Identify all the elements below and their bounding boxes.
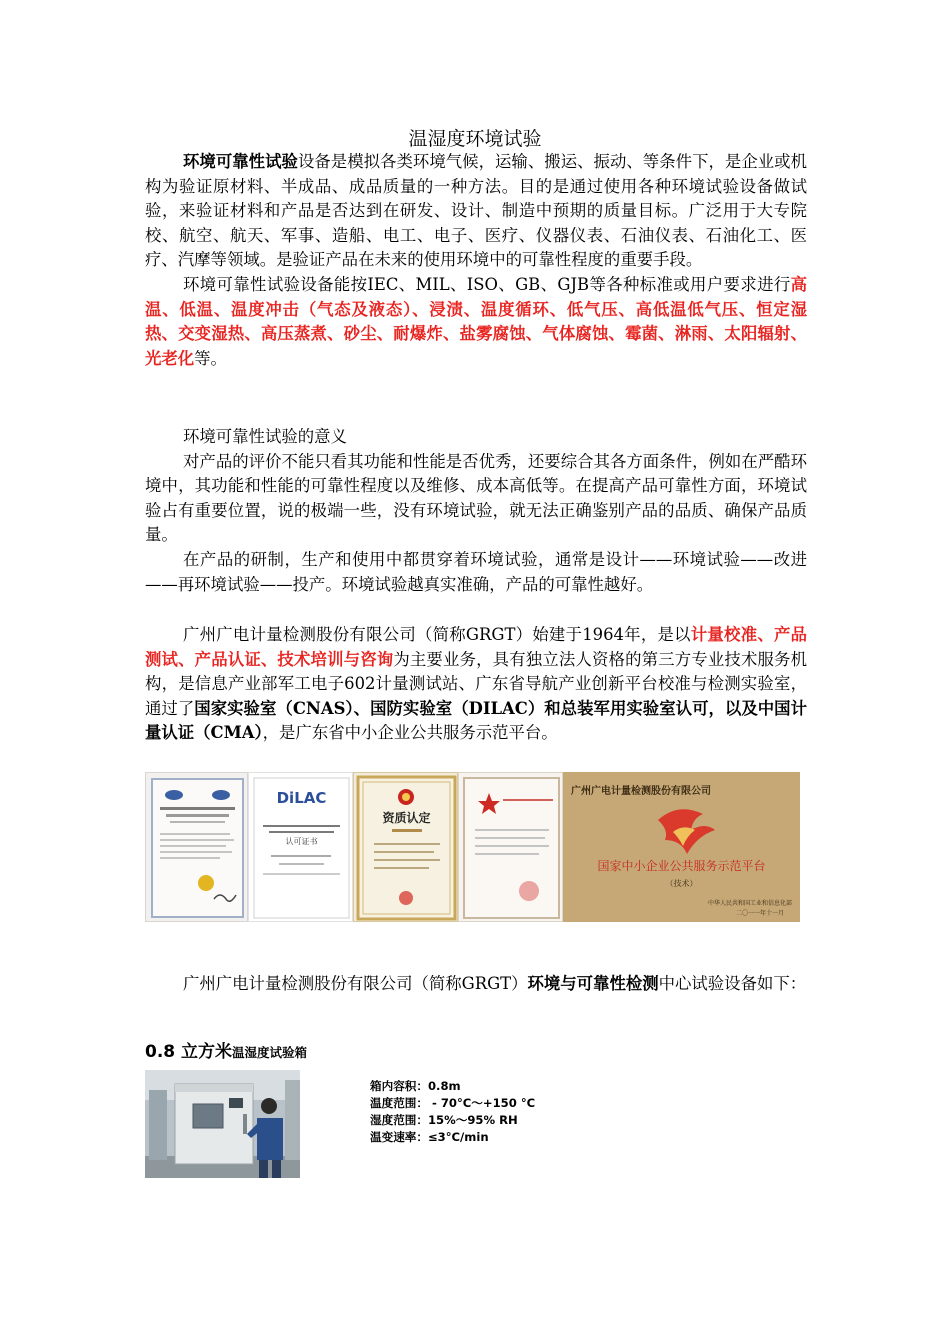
plaque-subtitle: （技术） — [665, 879, 698, 888]
spec-temperature-rate: 温变速率：≤3°C/min — [370, 1130, 489, 1144]
equipment-name: 温湿度试验箱 — [232, 1045, 308, 1060]
equipment-intro — [145, 972, 807, 997]
standards-end: 等。 — [194, 348, 227, 368]
section-heading: 环境可靠性试验的意义 — [183, 427, 347, 446]
plaque-date: 二〇一一年十一月 — [735, 910, 784, 917]
business-scope: 计量校准、产品测试、产品认证、技术培训与咨询 — [145, 625, 808, 669]
cnas-certificate-image — [146, 773, 248, 922]
equipment-intro-b: 中心试验设备如下： — [658, 974, 807, 993]
company-text-c: ，是广东省中小企业公共服务示范平台。 — [262, 723, 558, 743]
paragraph-standards — [145, 273, 807, 371]
equipment-intro-a: 广州广电计量检测股份有限公司（简称GRGT） — [183, 974, 528, 993]
dilac-logo: DiLAC — [276, 789, 327, 807]
intro-lead: 环境可靠性试验 — [183, 152, 298, 171]
paragraph-significance: 对产品的评价不能只看其功能和性能是否优秀，还要综合其各方面条件，例如在严酷环境中，其功能和性能的可靠性程度以及维修、成本高低等。在提高产品可靠性方面，环境试验占有重要位置，说的极端一些，没有环境试验，就无法正确鉴别产品的品质、确保产品质量。 — [145, 451, 807, 545]
standards-text: 环境可靠性试验设备能按IEC、MIL、ISO、GB、GJB等各种标准或用户要求进行 — [183, 274, 791, 294]
military-certificate-image — [459, 773, 563, 922]
certificate-sme-platform — [563, 772, 800, 922]
paragraph-equipment-intro — [145, 972, 807, 997]
equipment-title — [145, 1037, 307, 1062]
equipment-volume: 0.8 立方米 — [145, 1042, 233, 1062]
spec-volume: 箱内容积：0.8m — [370, 1079, 461, 1093]
company-section — [145, 623, 807, 746]
intro-text: 设备是模拟各类环境气候，运输、搬运、振动、等条件下，是企业或机构为验证原材料、半成品、成品质量的一种方法。目的是通过使用各种环境试验设备做试验，来验证材料和产品是否达到在研发、设计、制造中预期的质量目标。广泛用于大专院校、航空、航天、军事、造船、电工、电子、医疗、仪器仪表、石油仪表、石油化工、医疗、汽摩等领域。是验证产品在未来的使用环境中的可靠性程度的重要手段。 — [145, 152, 807, 270]
plaque-org: 广州广电计量检测股份有限公司 — [571, 786, 711, 797]
intro-section — [145, 150, 807, 371]
accreditations: 国家实验室（CNAS）、国防实验室（DILAC）和总装军用实验室认可，以及中国计量认证（CMA） — [145, 698, 807, 743]
certificate-strip — [145, 772, 805, 922]
certificate-cma — [353, 772, 458, 922]
certificate-dilac — [248, 772, 353, 922]
certificate-cnas — [145, 772, 248, 922]
plaque-title: 国家中小企业公共服务示范平台 — [597, 859, 766, 873]
plaque-issuer: 中华人民共和国工业和信息化部 — [707, 900, 792, 907]
paragraph-intro — [145, 150, 807, 273]
cma-cert-title: 资质认定 — [382, 811, 431, 825]
spec-temperature-range: 温度范围： - 70°C～+150 °C — [370, 1096, 536, 1110]
paragraph-process: 在产品的研制，生产和使用中都贯穿着环境试验，通常是设计——环境试验——改进——再环境试验——投产。环境试验越真实准确，产品的可靠性越好。 — [145, 549, 807, 594]
equipment-specs — [370, 1078, 535, 1146]
equipment-center-name: 环境与可靠性检测 — [527, 974, 659, 993]
paragraph-company — [145, 623, 807, 746]
test-types-list: 高温、低温、温度冲击（气态及液态）、浸渍、温度循环、低气压、高低温低气压、恒定湿热、交变湿热、高压蒸煮、砂尘、耐爆炸、盐雾腐蚀、气体腐蚀、霉菌、淋雨、太阳辐射、光老化 — [145, 274, 807, 368]
spec-humidity-range: 湿度范围：15%～95% RH — [370, 1113, 518, 1127]
chamber-photo-image — [145, 1070, 300, 1178]
company-text-a: 广州广电计量检测股份有限公司（简称GRGT）始建于1964年，是以 — [183, 625, 691, 644]
equipment-photo — [145, 1070, 300, 1178]
significance-section — [145, 425, 807, 597]
dilac-cert-title: 认可证书 — [285, 837, 318, 846]
company-text-b: 为主要业务，具有独立法人资格的第三方专业技术服务机构，是信息产业部军工电子602计量测试站、广东省导航产业创新平台校准与检测实验室，通过了 — [145, 649, 807, 718]
cma-certificate-image — [354, 773, 458, 922]
certificate-military — [458, 772, 563, 922]
page-title: 温湿度环境试验 — [408, 128, 542, 150]
